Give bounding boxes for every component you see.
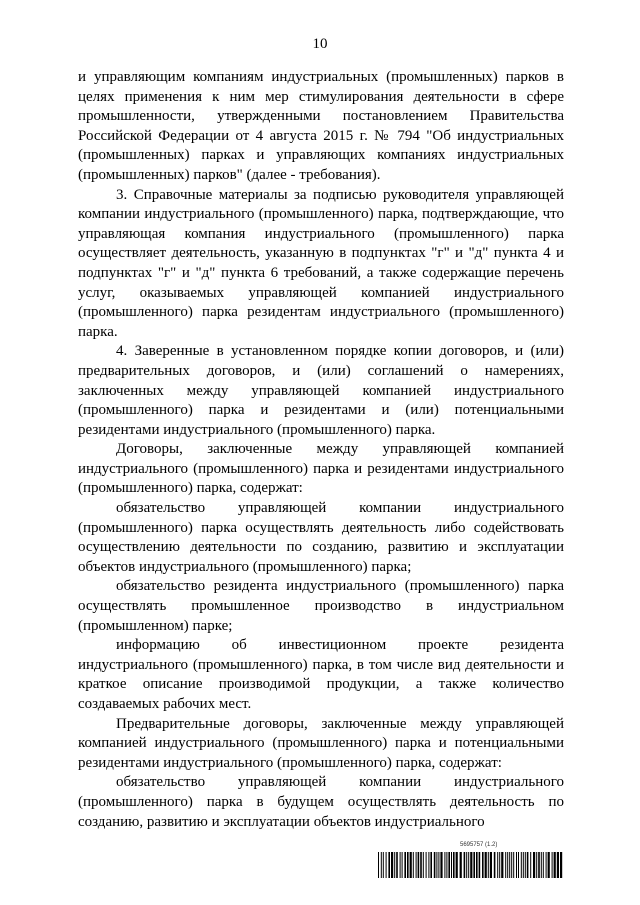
barcode-bar [413, 852, 414, 878]
page-number: 10 [312, 36, 328, 52]
paragraph-obligation-future: обязательство управляющей компании индустриального (промышленного) парка в будущем осуществлять деятельность по созданию, развитию и эксплуатации объектов индустриального [78, 774, 564, 830]
barcode-bar [436, 852, 437, 878]
barcode-bar [378, 852, 379, 878]
barcode-bar [473, 852, 475, 878]
barcode-bar [381, 852, 382, 878]
barcode-bar [430, 852, 432, 878]
barcode-bar [407, 852, 409, 878]
barcode-bar [497, 852, 498, 878]
barcode-bar [434, 852, 436, 878]
barcode-bar [470, 852, 472, 878]
barcode-bar [560, 852, 562, 878]
paragraph-investment-info: информацию об инвестиционном проекте резидента индустриального (промышленного) парка, в том числе вид деятельности и краткое описание производимой продукции, а также количество создаваемых рабочих мест. [78, 637, 564, 712]
barcode-bar [523, 852, 524, 878]
barcode-bar [410, 852, 412, 878]
barcode-bar [466, 852, 467, 878]
barcode-bar [460, 852, 462, 878]
paragraph-preliminary-intro: Предварительные договоры, заключенные между управляющей компанией индустриального (промышленного) парка и потенциальными резидентами индустриального (промышленного) парка, содержат: [78, 715, 564, 771]
document-body [78, 68, 564, 832]
barcode-bar [446, 852, 447, 878]
barcode-bar [386, 852, 387, 878]
barcode-bar [420, 852, 422, 878]
barcode-bar [383, 852, 384, 878]
barcode-bar [444, 852, 445, 878]
barcode-bar [513, 852, 514, 878]
barcode-image [378, 852, 563, 878]
paragraph-item-4: 4. Заверенные в установленном порядке копии договоров, и (или) предварительных договоров, и (или) соглашений о намерениях, заключенных между управляющей компанией индустриального (промышленного) парка и резидентами и (или) потенциальными резидентами индустриального (промышленного) парка. [78, 343, 564, 438]
barcode-bar [501, 852, 503, 878]
barcode-bar [525, 852, 526, 878]
barcode-bar [416, 852, 417, 878]
barcode-bar [456, 852, 458, 878]
paragraph-item-3: 3. Справочные материалы за подписью руководителя управляющей компании индустриального (промышленного) парка, подтверждающие, что управляющая компания индустриального (промышленного) парка осуществляет деятельность, указанную в подпунктах "г" и "д" пункта 4 и подпунктах "г" и "д" пункта 6 требований, а также содержащие перечень услуг, оказываемых управляющей компанией индустриального (промышленного) парка резидентам индустриального (промышленного) парка. [78, 186, 564, 340]
barcode-bar [511, 852, 512, 878]
barcode-bar [391, 852, 393, 878]
barcode-bar [396, 852, 398, 878]
barcode-bar [479, 852, 481, 878]
barcode-bar [541, 852, 542, 878]
paragraph-contracts-intro: Договоры, заключенные между управляющей компанией индустриального (промышленного) парка и резидентами индустриального (промышленного) парка, содержат: [78, 441, 564, 497]
barcode-bar [402, 852, 403, 878]
barcode-bar [527, 852, 529, 878]
barcode-bar [546, 852, 547, 878]
barcode-bar [482, 852, 484, 878]
barcode-bar [557, 852, 559, 878]
barcode-bar [426, 852, 427, 878]
document-code: 5695757 (1.2) [460, 842, 498, 848]
barcode-bar [543, 852, 544, 878]
barcode-bar [533, 852, 535, 878]
barcode-bar [552, 852, 553, 878]
barcode-bar [468, 852, 469, 878]
barcode-bar [509, 852, 510, 878]
barcode-bar [451, 852, 452, 878]
barcode-bar [488, 852, 489, 878]
barcode-bar [423, 852, 424, 878]
barcode-bar [464, 852, 466, 878]
paragraph-continuation: и управляющим компаниям индустриальных (промышленных) парков в целях применения к ним мер стимулирования деятельности в сфере промышленности, утвержденными постановлением Правительства Российской Федерации от 4 августа 2015 г. № 794 "Об индустриальных (промышленных) парках и управляющих компаниях индустриальных (промышленных) парков" (далее - требования). [78, 69, 564, 183]
barcode-bar [499, 852, 500, 878]
barcode-bar [394, 852, 395, 878]
barcode-bar [400, 852, 401, 878]
barcode-bar [428, 852, 429, 878]
barcode-bar [516, 852, 517, 878]
barcode-bar [485, 852, 487, 878]
barcode-bar [521, 852, 522, 878]
barcode-bar [490, 852, 492, 878]
barcode-bar [538, 852, 540, 878]
barcode-bar [476, 852, 478, 878]
paragraph-obligation-resident: обязательство резидента индустриального (промышленного) парка осуществлять промышленное производство в индустриальном (промышленном) парке; [78, 578, 564, 634]
paragraph-obligation-management: обязательство управляющей компании индустриального (промышленного) парка осуществлять деятельность либо содействовать осуществлению деятельности по созданию, развитию и эксплуатации объектов индустриального (промышленного) парка; [78, 500, 564, 575]
barcode-bar [438, 852, 439, 878]
barcode-bar [494, 852, 496, 878]
barcode-bar [448, 852, 450, 878]
barcode-bar [536, 852, 537, 878]
barcode-bar [507, 852, 508, 878]
barcode-bar [518, 852, 519, 878]
barcode-bar [418, 852, 420, 878]
barcode-bar [505, 852, 506, 878]
barcode-bar [388, 852, 390, 878]
barcode-bar [453, 852, 455, 878]
barcode-bar [530, 852, 531, 878]
barcode-bar [554, 852, 556, 878]
barcode-bar [440, 852, 442, 878]
barcode-bar [404, 852, 406, 878]
barcode-bar [548, 852, 550, 878]
